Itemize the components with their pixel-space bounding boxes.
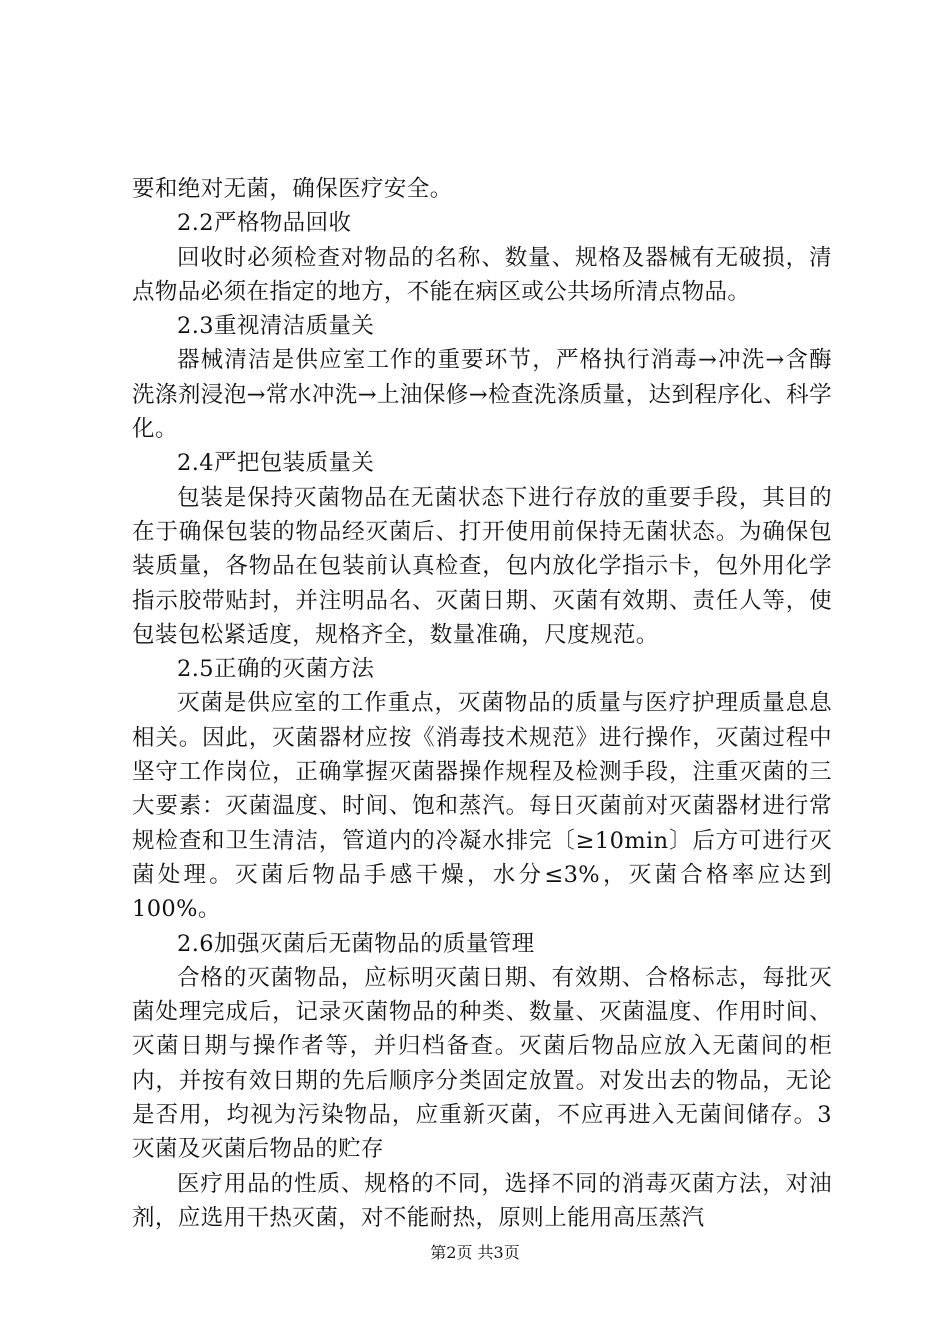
section-heading-2-6: 2.6加强灭菌后无菌物品的质量管理 [177,930,535,957]
section-heading-2-5: 2.5正确的灭菌方法 [177,656,375,683]
paragraph-recycling: 回收时必须检查对物品的名称、数量、规格及器械有无破损，清点物品必须在指定的地方，不能在病区或公共场所清点物品。 [132,244,832,305]
section-heading-2-2: 2.2严格物品回收 [177,210,352,237]
paragraph-quality-management: 合格的灭菌物品，应标明灭菌日期、有效期、合格标志，每批灭菌处理完成后，记录灭菌物品的种类、数量、灭菌温度、作用时间、灭菌日期与操作者等，并归档备查。灭菌后物品应放入无菌间的柜内，并按有效日期的先后顺序分类固定放置。对发出去的物品，无论是否用，均视为污染物品，应重新灭菌，不应再进入无菌间储存。3灭菌及灭菌后物品的贮存 [132,964,832,1163]
document-body [132,172,832,1235]
paragraph-sterilization-method: 灭菌是供应室的工作重点，灭菌物品的质量与医疗护理质量息息相关。因此，灭菌器材应按《消毒技术规范》进行操作，灭菌过程中坚守工作岗位，正确掌握灭菌器操作规程及检测手段，注重灭菌的三大要素：灭菌温度、时间、饱和蒸汽。每日灭菌前对灭菌器材进行常规检查和卫生清洁，管道内的冷凝水排完〔≥10min〕后方可进行灭菌处理。灭菌后物品手感干燥，水分≤3%，灭菌合格率应达到100%。 [132,690,832,923]
section-heading-2-4: 2.4严把包装质量关 [177,450,375,477]
page-footer: 第2页 共3页 [430,1243,520,1262]
paragraph-cleaning: 器械清洁是供应室工作的重要环节，严格执行消毒→冲洗→含酶洗涤剂浸泡→常水冲洗→上油保修→检查洗涤质量，达到程序化、科学化。 [132,347,832,443]
paragraph-continuation: 要和绝对无菌，确保医疗安全。 [132,176,453,202]
section-heading-2-3: 2.3重视清洁质量关 [177,313,375,340]
paragraph-packaging: 包装是保持灭菌物品在无菌状态下进行存放的重要手段，其目的在于确保包装的物品经灭菌后、打开使用前保持无菌状态。为确保包装质量，各物品在包装前认真检查，包内放化学指示卡，包外用化学指示胶带贴封，并注明品名、灭菌日期、灭菌有效期、责任人等，使包装包松紧适度，规格齐全，数量准确，尺度规范。 [132,484,832,648]
paragraph-storage: 医疗用品的性质、规格的不同，选择不同的消毒灭菌方法，对油剂，应选用干热灭菌，对不能耐热，原则上能用高压蒸汽 [132,1170,832,1231]
